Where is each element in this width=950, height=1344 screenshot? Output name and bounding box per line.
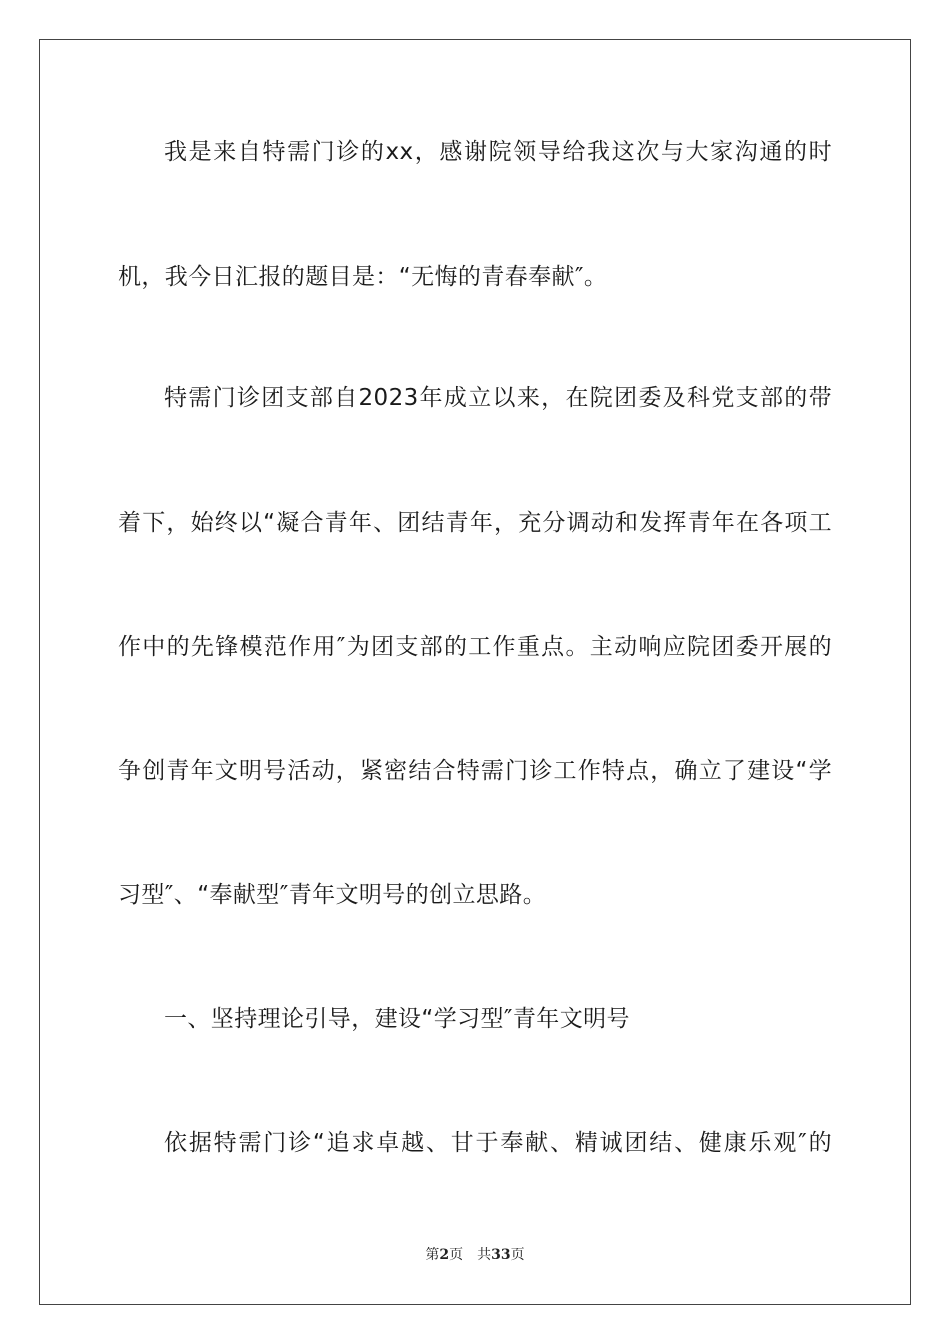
footer-page-prefix: 第 xyxy=(425,1247,440,1263)
paragraph-line: 依据特需门诊“追求卓越、甘于奉献、精诚团结、健康乐观″的 xyxy=(164,1130,832,1156)
paragraph-line: 争创青年文明号活动，紧密结合特需门诊工作特点，确立了建设“学 xyxy=(118,758,832,784)
section-heading: 一、坚持理论引导，建设“学习型″青年文明号 xyxy=(164,1006,630,1032)
page-border xyxy=(39,39,911,1305)
footer-total-prefix: 共 xyxy=(477,1247,492,1263)
page-footer xyxy=(0,1246,950,1264)
paragraph-line: 作中的先锋模范作用″为团支部的工作重点。主动响应院团委开展的 xyxy=(118,634,832,660)
footer-total-pages: 33 xyxy=(491,1247,511,1263)
footer-total-suffix: 页 xyxy=(510,1247,525,1263)
footer-page-number: 2 xyxy=(439,1247,450,1263)
paragraph-line: 我是来自特需门诊的xx，感谢院领导给我这次与大家沟通的时 xyxy=(164,139,832,165)
paragraph-line: 特需门诊团支部自2023年成立以来，在院团委及科党支部的带 xyxy=(164,385,832,411)
paragraph-line: 习型″、“奉献型″青年文明号的创立思路。 xyxy=(118,882,547,908)
footer-page-suffix: 页 xyxy=(449,1247,464,1263)
paragraph-line: 着下，始终以“凝合青年、团结青年，充分调动和发挥青年在各项工 xyxy=(118,510,832,536)
paragraph-line: 机，我今日汇报的题目是：“无悔的青春奉献″。 xyxy=(118,264,608,290)
